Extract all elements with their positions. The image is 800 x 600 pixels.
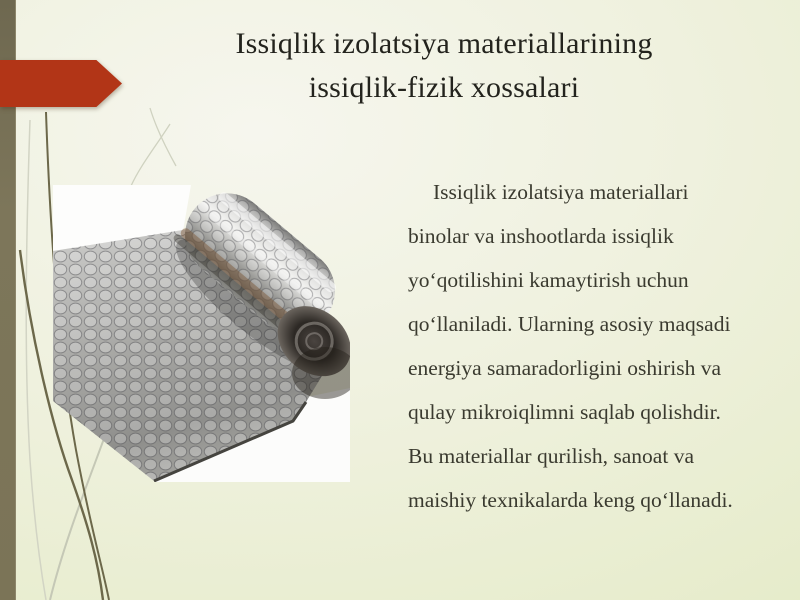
body-line: energiya samaradorligini oshirish va [408,356,722,380]
body-line: binolar va inshootlarda issiqlik [408,224,674,248]
slide-title [88,22,800,110]
body-line: maishiy texnikalarda keng qo‘llanadi. [408,488,733,512]
body-line: qo‘llaniladi. Ularning asosiy maqsadi [408,312,731,336]
slide-title-line-1: Issiqlik izolatsiya materiallarining [235,27,653,60]
insulation-photo [53,185,350,482]
body-line: Issiqlik izolatsiya materiallari [433,180,689,204]
slide-title-line-2: issiqlik-fizik xossalari [308,71,580,104]
body-text [408,170,800,522]
body-line: Bu materiallar qurilish, sanoat va [408,444,694,468]
body-line: qulay mikroiqlimni saqlab qolishdir. [408,400,721,424]
body-line: yo‘qotilishini kamaytirish uchun [408,268,689,292]
